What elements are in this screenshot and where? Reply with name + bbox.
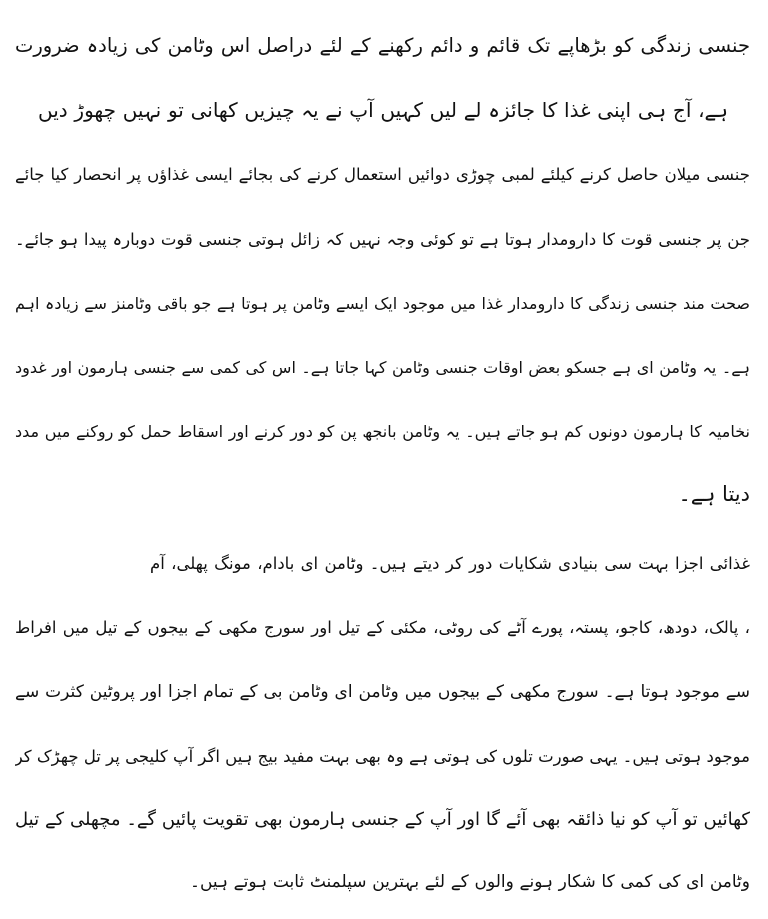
text-line: صحت مند جنسی زندگی کا دارومدار غذا میں موجود ایک ایسے وٹامن پر ہوتا ہے جو باقی وٹامنز سے زیادہ اہم xyxy=(15,294,750,313)
text-line: ، پالک، دودھ، کاجو، پستہ، پورے آٹے کی روٹی، مکئی کے تیل اور سورج مکھی کے بیجوں کے تیل میں افراط xyxy=(15,618,750,637)
text-line: جن پر جنسی قوت کا دارومدار ہوتا ہے تو کوئی وجہ نہیں کہ زائل ہوتی جنسی قوت دوبارہ پیدا ہو جائے۔ xyxy=(15,230,750,249)
text-line: ہے۔ یہ وٹامن ای ہے جسکو بعض اوقات جنسی وٹامن کہا جاتا ہے۔ اس کی کمی سے جنسی ہارمون اور غدود xyxy=(15,358,750,377)
text-line: وٹامن ای کی کمی کا شکار ہونے والوں کے لئے بہترین سپلمنٹ ثابت ہوتے ہیں۔ xyxy=(190,872,750,892)
text-line: غذائی اجزا بہت سی بنیادی شکایات دور کر دیتے ہیں۔ وٹامن ای بادام، مونگ پھلی، آم xyxy=(150,554,750,573)
text-line: جنسی میلان حاصل کرنے کیلئے لمبی چوڑی دوائیں استعمال کرنے کی بجائے ایسی غذاؤں پر انحصار کیا جائے xyxy=(15,165,750,184)
text-line: سے موجود ہوتا ہے۔ سورج مکھی کے بیجوں میں وٹامن ای وٹامن بی کے تمام اجزا اور پروٹین کثرت سے xyxy=(15,682,750,702)
text-line: ہے، آج ہی اپنی غذا کا جائزہ لے لیں کہیں آپ نے یہ چیزیں کھانی تو نہیں چھوڑ دیں xyxy=(38,98,728,122)
text-line: نخامیہ کا ہارمون دونوں کم ہو جاتے ہیں۔ یہ وٹامن بانجھ پن کو دور کرنے اور اسقاط حمل کو روکنے میں مدد xyxy=(15,422,750,441)
text-line: دیتا ہے۔ xyxy=(678,482,750,506)
text-line: موجود ہوتی ہیں۔ یہی صورت تلوں کی ہوتی ہے وہ بھی بہت مفید بیج ہیں اگر آپ کلیجی پر تل چھڑک کر xyxy=(15,747,750,766)
text-line: کھائیں تو آپ کو نیا ذائقہ بھی آئے گا اور آپ کے جنسی ہارمون بھی تقویت پائیں گے۔ مچھلی کے تیل xyxy=(15,809,750,830)
text-line: جنسی زندگی کو بڑھاپے تک قائم و دائم رکھنے کے لئے دراصل اس وٹامن کی زیادہ ضرورت xyxy=(15,34,750,57)
